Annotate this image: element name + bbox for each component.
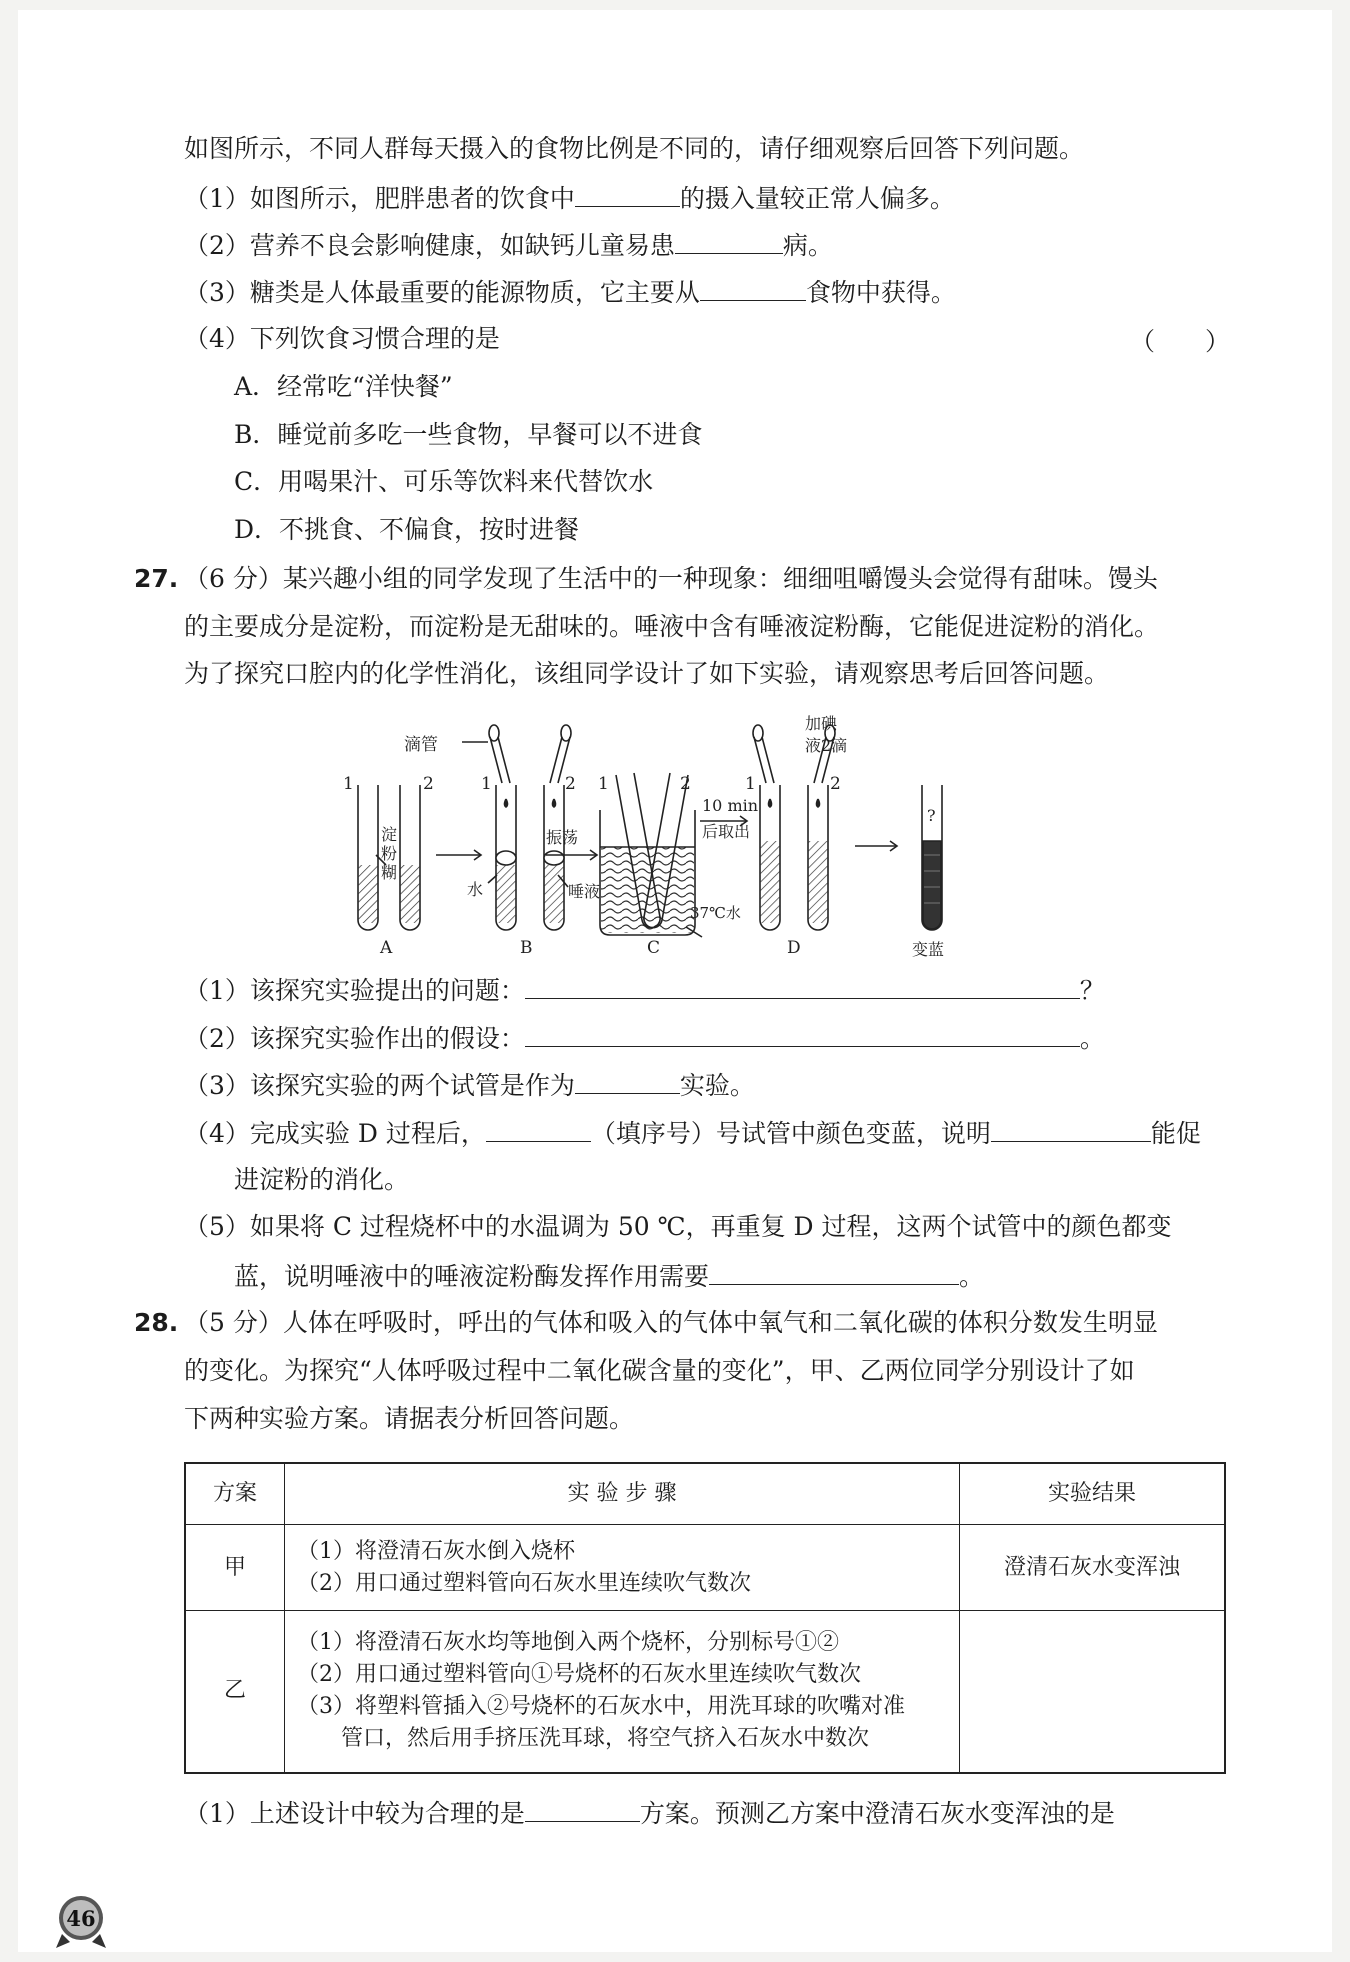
steps-cell: （1）将澄清石灰水倒入烧杯 （2）用口通过塑料管向石灰水里连续吹气数次 xyxy=(285,1525,960,1611)
tube-label-2: 2 xyxy=(423,774,434,794)
q26-sub4: （4）下列饮食习惯合理的是 xyxy=(184,324,500,353)
q28-stem-line: （5 分）人体在呼吸时，呼出的气体和吸入的气体中氧气和二氧化碳的体积分数发生明显 xyxy=(184,1308,1158,1337)
plan-cell: 乙 xyxy=(185,1611,285,1773)
table-row xyxy=(185,1611,1225,1773)
svg-text:糊: 糊 xyxy=(381,863,398,882)
dropper-label: 滴管 xyxy=(404,735,438,755)
stage-c-beaker xyxy=(600,773,702,937)
water-label: 水 xyxy=(467,880,484,899)
take-out-label: 后取出 xyxy=(702,822,751,841)
option-c: C．用喝果汁、可乐等饮料来代替饮水 xyxy=(234,467,654,496)
stage-label-d: D xyxy=(787,938,801,958)
result-cell[interactable] xyxy=(960,1611,1226,1773)
svg-text:1: 1 xyxy=(745,774,756,794)
option-d: D．不挑食、不偏食，按时进餐 xyxy=(234,515,580,544)
shake-label: 振荡 xyxy=(546,828,579,847)
starch-label: 淀 xyxy=(381,825,398,844)
answer-blank[interactable] xyxy=(700,274,806,301)
experiment-plan-table xyxy=(184,1462,1226,1774)
q26-sub1: （1）如图所示，肥胖患者的饮食中 的摄入量较正常人偏多。 xyxy=(184,180,955,216)
q27-stem-line: （6 分）某兴趣小组的同学发现了生活中的一种现象：细细咀嚼馒头会觉得有甜味。馒头 xyxy=(184,564,1158,593)
answer-blank[interactable] xyxy=(486,1115,591,1142)
question-mark: ? xyxy=(927,806,936,825)
answer-blank[interactable] xyxy=(991,1115,1151,1142)
stage-label-b: B xyxy=(520,938,533,958)
table-row xyxy=(185,1525,1225,1611)
intro-text: 如图所示，不同人群每天摄入的食物比例是不同的，请仔细观察后回答下列问题。 xyxy=(184,134,1085,163)
svg-text:1: 1 xyxy=(598,774,609,794)
svg-text:液2滴: 液2滴 xyxy=(805,736,848,755)
option-b: B．睡觉前多吃一些食物，早餐可以不进食 xyxy=(234,420,703,449)
steps-cell: （1）将澄清石灰水均等地倒入两个烧杯，分别标号①② （2）用口通过塑料管向①号烧杯的石灰水里连续吹气数次 （3）将塑料管插入②号烧杯的石灰水中，用洗耳球的吹嘴对准 管口，然后用手挤压洗耳球，将空气挤入石灰水中数次 xyxy=(285,1611,960,1773)
answer-blank[interactable] xyxy=(525,972,1080,999)
q27-sub3: （3）该探究实验的两个试管是作为 实验。 xyxy=(184,1067,755,1103)
answer-blank[interactable] xyxy=(709,1258,959,1285)
answer-blank[interactable] xyxy=(575,180,680,207)
question-number: 27. xyxy=(134,564,179,593)
q28-stem-line: 下两种实验方案。请据表分析回答问题。 xyxy=(184,1404,635,1433)
q27-sub4-cont: 进淀粉的消化。 xyxy=(234,1165,410,1194)
turns-blue-label: 变蓝 xyxy=(912,940,945,959)
q27-sub1: （1）该探究实验提出的问题： ？ xyxy=(184,972,1105,1008)
temperature-label: 37℃水 xyxy=(690,904,741,922)
option-a: A．经常吃“洋快餐” xyxy=(234,372,453,401)
q27-sub5: （5）如果将 C 过程烧杯中的水温调为 50 ℃，再重复 D 过程，这两个试管中的颜色都变 xyxy=(184,1212,1172,1241)
q27-sub4: （4）完成实验 D 过程后， （填序号）号试管中颜色变蓝，说明 能促 xyxy=(184,1115,1201,1151)
q26-sub2: （2）营养不良会影响健康，如缺钙儿童易患 病。 xyxy=(184,227,833,263)
answer-paren[interactable]: （ ） xyxy=(1130,327,1231,356)
question-number: 28. xyxy=(134,1308,179,1337)
column-header: 实验结果 xyxy=(960,1463,1226,1525)
arrow-icon xyxy=(436,850,481,860)
saliva-label: 唾液 xyxy=(568,882,601,901)
page-number-badge xyxy=(54,1894,108,1948)
page-number: 46 xyxy=(66,1906,96,1931)
q26-sub3: （3）糖类是人体最重要的能源物质，它主要从 食物中获得。 xyxy=(184,274,956,310)
answer-blank[interactable] xyxy=(525,1020,1080,1047)
column-header: 方案 xyxy=(185,1463,285,1525)
stage-d-tubes xyxy=(753,725,835,930)
answer-blank[interactable] xyxy=(575,1067,680,1094)
iodine-label: 加碘 xyxy=(805,714,838,733)
ten-min-label: 10 min xyxy=(702,796,759,815)
svg-text:2: 2 xyxy=(830,774,841,794)
q27-stem-line: 为了探究口腔内的化学性消化，该组同学设计了如下实验，请观察思考后回答问题。 xyxy=(184,659,1110,688)
svg-text:粉: 粉 xyxy=(381,844,398,863)
experiment-diagram xyxy=(343,714,1030,960)
answer-blank[interactable] xyxy=(675,227,783,254)
q27-stem-line: 的主要成分是淀粉，而淀粉是无甜味的。唾液中含有唾液淀粉酶，它能促进淀粉的消化。 xyxy=(184,612,1160,641)
q27-sub5-cont: 蓝，说明唾液中的唾液淀粉酶发挥作用需要 。 xyxy=(234,1258,984,1294)
plan-cell: 甲 xyxy=(185,1525,285,1611)
svg-text:1: 1 xyxy=(481,774,492,794)
stage-label-a: A xyxy=(380,938,393,958)
svg-text:2: 2 xyxy=(680,774,691,794)
tube-label-1: 1 xyxy=(343,774,354,794)
table-header-row xyxy=(185,1463,1225,1525)
q28-sub1: （1）上述设计中较为合理的是 方案。预测乙方案中澄清石灰水变浑浊的是 xyxy=(184,1795,1115,1831)
arrow-icon xyxy=(855,841,897,851)
q27-sub2: （2）该探究实验作出的假设： 。 xyxy=(184,1020,1105,1056)
stage-label-c: C xyxy=(647,938,661,958)
column-header: 实 验 步 骤 xyxy=(285,1463,960,1525)
q28-stem-line: 的变化。为探究“人体呼吸过程中二氧化碳含量的变化”，甲、乙两位同学分别设计了如 xyxy=(184,1356,1135,1385)
svg-text:2: 2 xyxy=(565,774,576,794)
answer-blank[interactable] xyxy=(525,1795,640,1822)
result-cell: 澄清石灰水变浑浊 xyxy=(960,1525,1226,1611)
